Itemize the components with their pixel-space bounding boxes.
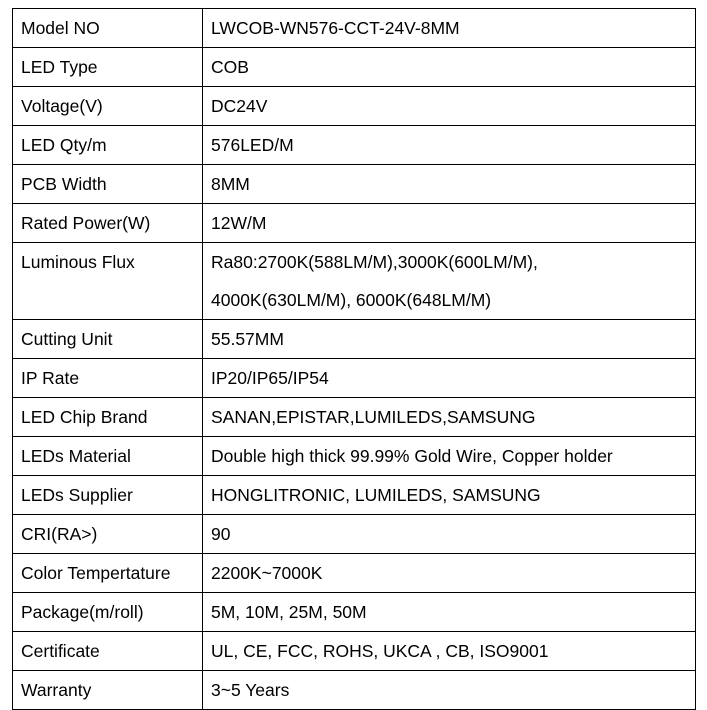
spec-value-line: HONGLITRONIC, LUMILEDS, SAMSUNG (211, 485, 541, 505)
spec-label: LEDs Material (13, 437, 203, 476)
spec-value-line: LWCOB-WN576-CCT-24V-8MM (211, 18, 460, 38)
spec-label: Rated Power(W) (13, 204, 203, 243)
table-row (13, 243, 696, 320)
spec-value (203, 593, 696, 632)
spec-label: LED Qty/m (13, 126, 203, 165)
spec-value (203, 515, 696, 554)
spec-label: Certificate (13, 632, 203, 671)
spec-value-line: 4000K(630LM/M), 6000K(648LM/M) (211, 290, 492, 310)
spec-value-line: 55.57MM (211, 329, 284, 349)
spec-value (203, 554, 696, 593)
spec-label: Model NO (13, 9, 203, 48)
spec-label: PCB Width (13, 165, 203, 204)
spec-value-line: 12W/M (211, 213, 267, 233)
spec-label: Package(m/roll) (13, 593, 203, 632)
spec-value (203, 476, 696, 515)
spec-label: LED Chip Brand (13, 398, 203, 437)
spec-value-line: 5M, 10M, 25M, 50M (211, 602, 367, 622)
spec-value-line: IP20/IP65/IP54 (211, 368, 329, 388)
spec-table-body (13, 9, 696, 710)
spec-label: Luminous Flux (13, 243, 203, 320)
spec-value-line: UL, CE, FCC, ROHS, UKCA , CB, ISO9001 (211, 641, 549, 661)
table-row (13, 515, 696, 554)
table-row (13, 48, 696, 87)
table-row (13, 554, 696, 593)
spec-value-line: Ra80:2700K(588LM/M),3000K(600LM/M), (211, 252, 538, 272)
spec-value (203, 632, 696, 671)
spec-value-line: 3~5 Years (211, 680, 290, 700)
spec-label: Cutting Unit (13, 320, 203, 359)
table-row (13, 359, 696, 398)
spec-label: IP Rate (13, 359, 203, 398)
table-row (13, 476, 696, 515)
spec-value-line: COB (211, 57, 249, 77)
table-row (13, 165, 696, 204)
table-row (13, 593, 696, 632)
spec-value (203, 437, 696, 476)
table-row (13, 632, 696, 671)
spec-value-line: 8MM (211, 174, 250, 194)
table-row (13, 671, 696, 710)
spec-table (12, 8, 696, 710)
spec-value-line: 576LED/M (211, 135, 294, 155)
spec-label: LED Type (13, 48, 203, 87)
table-row (13, 204, 696, 243)
spec-value (203, 359, 696, 398)
table-row (13, 437, 696, 476)
spec-label: LEDs Supplier (13, 476, 203, 515)
table-row (13, 9, 696, 48)
table-row (13, 126, 696, 165)
spec-value (203, 398, 696, 437)
spec-value (203, 126, 696, 165)
spec-value-line: Double high thick 99.99% Gold Wire, Copper holder (211, 446, 613, 466)
spec-value (203, 671, 696, 710)
spec-value (203, 9, 696, 48)
table-row (13, 320, 696, 359)
spec-value-line: DC24V (211, 96, 268, 116)
spec-value (203, 87, 696, 126)
spec-label: CRI(RA>) (13, 515, 203, 554)
spec-value-line: 2200K~7000K (211, 563, 323, 583)
spec-label: Color Tempertature (13, 554, 203, 593)
spec-value (203, 243, 696, 320)
spec-value-line: 90 (211, 524, 231, 544)
spec-value (203, 204, 696, 243)
spec-value (203, 320, 696, 359)
spec-label: Voltage(V) (13, 87, 203, 126)
spec-label: Warranty (13, 671, 203, 710)
table-row (13, 87, 696, 126)
spec-value-line: SANAN,EPISTAR,LUMILEDS,SAMSUNG (211, 407, 536, 427)
spec-value (203, 48, 696, 87)
table-row (13, 398, 696, 437)
spec-value (203, 165, 696, 204)
